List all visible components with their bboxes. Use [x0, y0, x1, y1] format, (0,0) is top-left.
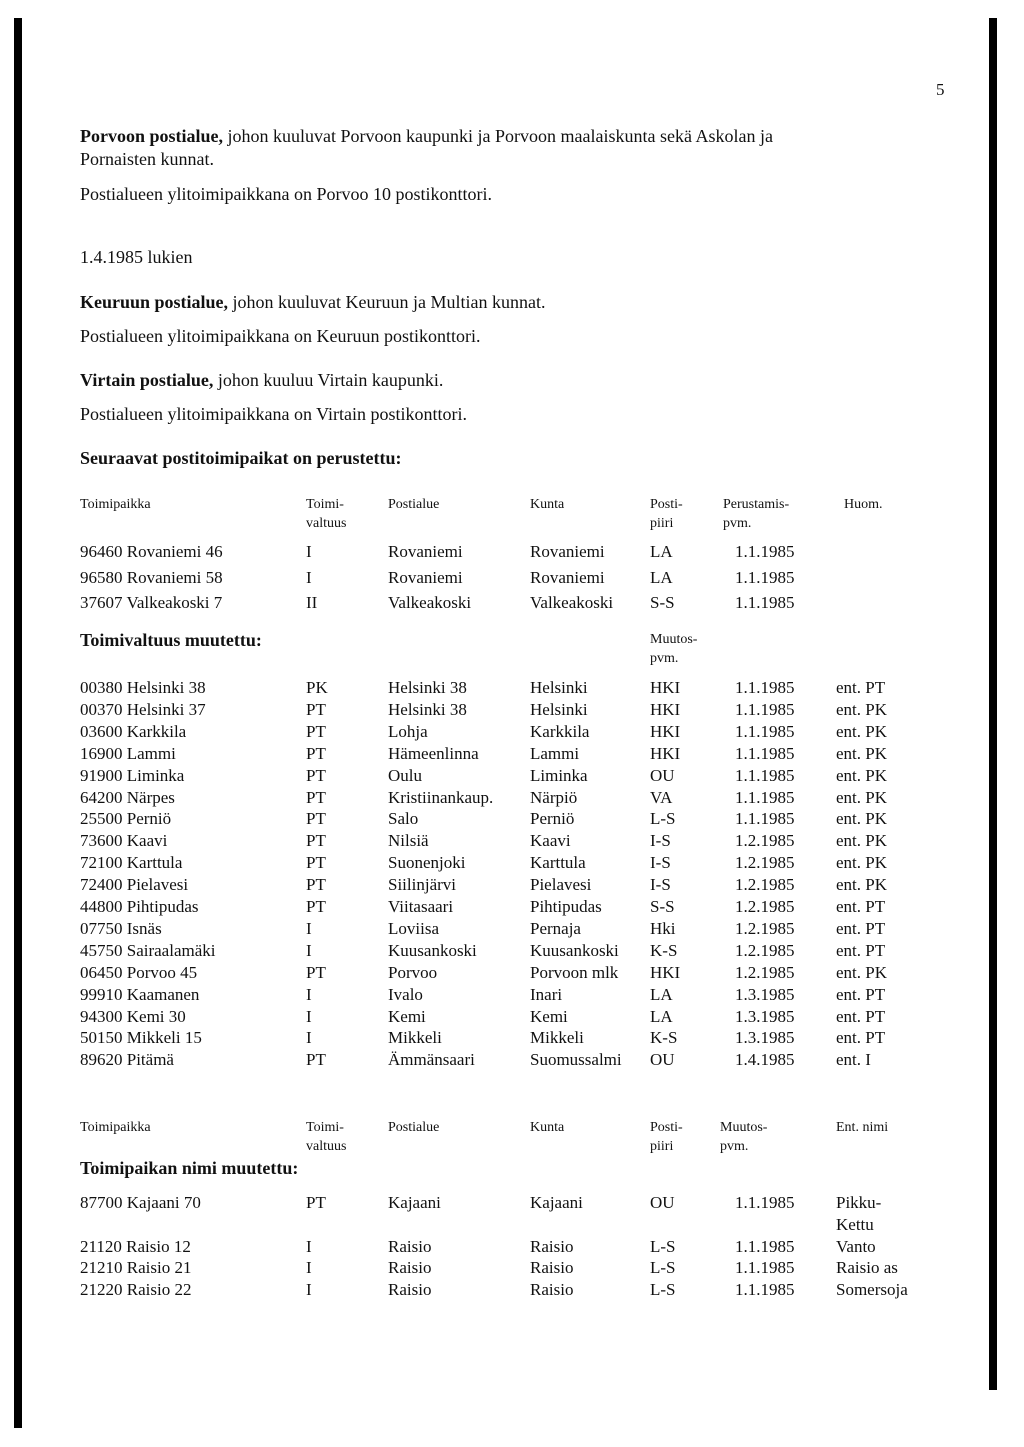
- header3-valtuus: valtuus: [306, 1139, 347, 1154]
- header-perustamis: Perustamis-: [723, 497, 790, 512]
- cell-postipiiri: L-S: [650, 1258, 676, 1278]
- cell-huom: Vanto: [836, 1236, 876, 1256]
- cell-kunta: Karkkila: [530, 721, 590, 741]
- cell-kunta: Rovaniemi: [530, 542, 605, 561]
- cell-postipiiri: OU: [650, 1193, 675, 1212]
- cell-huom: ent. PK: [836, 853, 887, 873]
- cell-kunta: Kuusankoski: [530, 940, 619, 960]
- table-row: [0, 1192, 1024, 1214]
- cell-postipiiri: LA: [650, 984, 673, 1004]
- table-row: [0, 896, 1024, 918]
- page-number: 5: [936, 80, 945, 99]
- cell-kunta: Pernaja: [530, 918, 581, 938]
- cell-postipiiri: VA: [650, 787, 673, 807]
- header3-toimipaikka: Toimipaikka: [80, 1120, 151, 1135]
- table-row: [0, 787, 1024, 809]
- cell-postipiiri: Hki: [650, 918, 676, 938]
- cell-toimivaltuus: PT: [306, 787, 326, 807]
- cell-postipiiri: K-S: [650, 1028, 678, 1048]
- cell-huom: ent. PK: [836, 699, 887, 719]
- cell-toimipaikka: 50150 Mikkeli 15: [80, 1028, 202, 1048]
- header-toimipaikka: Toimipaikka: [80, 497, 151, 512]
- cell-toimivaltuus: PT: [306, 699, 326, 719]
- cell-toimipaikka: 94300 Kemi 30: [80, 1006, 186, 1026]
- cell-postipiiri: LA: [650, 542, 673, 561]
- table-row: [0, 1279, 1024, 1301]
- cell-postipiiri: I-S: [650, 875, 671, 895]
- cell-toimivaltuus: I: [306, 940, 312, 960]
- porvoo-heading: Porvoon postialue,: [80, 126, 224, 146]
- cell-toimipaikka: 16900 Lammi: [80, 743, 176, 763]
- cell-kunta: Liminka: [530, 765, 588, 785]
- cell-postipiiri: I-S: [650, 831, 671, 851]
- cell-kunta: Närpiö: [530, 787, 578, 807]
- cell-toimivaltuus: PT: [306, 831, 326, 851]
- cell-postialue: Raisio: [388, 1236, 432, 1256]
- cell-toimivaltuus: PK: [306, 678, 328, 697]
- cell-kunta: Mikkeli: [530, 1028, 584, 1048]
- cell-postialue: Ämmänsaari: [388, 1050, 475, 1070]
- cell-postialue: Salo: [388, 809, 419, 829]
- header3-piiri: piiri: [650, 1139, 674, 1154]
- cell-pvm: 1.1.1985: [735, 1258, 795, 1278]
- cell-kunta: Suomussalmi: [530, 1050, 622, 1070]
- cell-postipiiri: HKI: [650, 721, 681, 741]
- cell-huom: ent. PK: [836, 809, 887, 829]
- cell-toimipaikka: 64200 Närpes: [80, 787, 175, 807]
- cell-postipiiri: S-S: [650, 593, 675, 612]
- cell-postialue: Helsinki 38: [388, 699, 467, 719]
- virrat-paragraph: [80, 368, 443, 392]
- cell-postialue: Helsinki 38: [388, 678, 467, 697]
- cell-toimipaikka: 07750 Isnäs: [80, 918, 162, 938]
- cell-pvm: 1.2.1985: [735, 875, 795, 895]
- cell-postialue: Suonenjoki: [388, 853, 466, 873]
- header-postialue: Postialue: [388, 497, 440, 512]
- porvoo-paragraph-line2: Pornaisten kunnat.: [80, 149, 214, 169]
- cell-pvm: 1.1.1985: [735, 567, 795, 587]
- table-row: [0, 541, 1024, 563]
- table-row: [0, 721, 1024, 743]
- cell-toimivaltuus: PT: [306, 1050, 326, 1070]
- name-changed-title: Toimipaikan nimi muutettu:: [80, 1158, 299, 1178]
- cell-kunta: Raisio: [530, 1236, 574, 1256]
- header-pvm: pvm.: [723, 516, 752, 531]
- cell-kunta: Kaavi: [530, 831, 571, 851]
- cell-huom: Pikku-: [836, 1193, 882, 1212]
- cell-postipiiri: K-S: [650, 940, 678, 960]
- cell-toimipaikka: 91900 Liminka: [80, 765, 185, 785]
- cell-pvm: 1.1.1985: [735, 765, 795, 785]
- cell-kunta: Helsinki: [530, 699, 588, 719]
- cell-kunta: Pielavesi: [530, 875, 592, 895]
- cell-toimipaikka: 72400 Pielavesi: [80, 875, 189, 895]
- porvoo-paragraph: [80, 124, 773, 148]
- cell-postialue: Kuusankoski: [388, 940, 477, 960]
- cell-postialue: Oulu: [388, 765, 422, 785]
- cell-toimipaikka: 96580 Rovaniemi 58: [80, 567, 223, 587]
- cell-huom: ent. I: [836, 1050, 871, 1070]
- cell-kunta: Perniö: [530, 809, 575, 829]
- cell-pvm: 1.2.1985: [735, 831, 795, 851]
- porvoo-office-line: Postialueen ylitoimipaikkana on Porvoo 10 postikonttori.: [80, 184, 492, 204]
- cell-pvm: 1.2.1985: [735, 918, 795, 938]
- cell-toimipaikka: 00380 Helsinki 38: [80, 678, 206, 697]
- cell-kunta: Kajaani: [530, 1193, 583, 1212]
- cell-postipiiri: HKI: [650, 743, 681, 763]
- cell-kunta: Pihtipudas: [530, 897, 602, 916]
- cell-postipiiri: L-S: [650, 1236, 676, 1256]
- authority-changed-title: Toimivaltuus muutettu:: [80, 630, 262, 650]
- cell-pvm: 1.2.1985: [735, 940, 795, 960]
- cell-pvm: 1.4.1985: [735, 1050, 795, 1070]
- cell-postipiiri: LA: [650, 567, 673, 587]
- keuruu-office-line: Postialueen ylitoimipaikkana on Keuruun postikonttori.: [80, 326, 481, 346]
- cell-pvm: 1.2.1985: [735, 897, 795, 916]
- table-row: [0, 852, 1024, 874]
- cell-toimivaltuus: I: [306, 1028, 312, 1048]
- cell-kunta: Kemi: [530, 1006, 568, 1026]
- cell-toimipaikka: 87700 Kajaani 70: [80, 1193, 201, 1212]
- table-row: [0, 1257, 1024, 1279]
- cell-kunta: Karttula: [530, 853, 586, 873]
- cell-postialue: Nilsiä: [388, 831, 429, 851]
- cell-toimipaikka: 45750 Sairaalamäki: [80, 940, 216, 960]
- cell-postialue: Kajaani: [388, 1193, 441, 1212]
- cell-pvm: 1.1.1985: [735, 1193, 795, 1212]
- cell-postialue: Siilinjärvi: [388, 875, 456, 895]
- table-row: [0, 808, 1024, 830]
- table-row: [0, 677, 1024, 699]
- cell-toimipaikka: 21210 Raisio 21: [80, 1258, 192, 1278]
- cell-huom: Somersoja: [836, 1280, 908, 1300]
- cell-postipiiri: LA: [650, 1006, 673, 1026]
- header3-ent-nimi: Ent. nimi: [836, 1120, 889, 1135]
- cell-toimivaltuus: PT: [306, 962, 326, 982]
- header3-kunta: Kunta: [530, 1120, 565, 1135]
- cell-postipiiri: HKI: [650, 962, 681, 982]
- cell-kunta: Raisio: [530, 1280, 574, 1300]
- cell-huom: ent. PT: [836, 1028, 886, 1048]
- cell-huom: ent. PT: [836, 1006, 886, 1026]
- cell-pvm: 1.3.1985: [735, 984, 795, 1004]
- cell-toimivaltuus: I: [306, 542, 312, 561]
- cell-toimivaltuus: I: [306, 918, 312, 938]
- table-row: [0, 567, 1024, 589]
- cell-postialue: Kristiinankaup.: [388, 787, 494, 807]
- header-muutos: Muutos-: [650, 632, 698, 647]
- cell-kunta: Lammi: [530, 743, 580, 763]
- cell-postialue: Viitasaari: [388, 897, 454, 916]
- cell-postipiiri: S-S: [650, 897, 675, 916]
- table-row: [0, 962, 1024, 984]
- cell-postialue: Hämeenlinna: [388, 743, 479, 763]
- cell-postipiiri: I-S: [650, 853, 671, 873]
- cell-pvm: 1.1.1985: [735, 743, 795, 763]
- header-kunta: Kunta: [530, 497, 565, 512]
- table-row: [0, 918, 1024, 940]
- cell-pvm: 1.2.1985: [735, 853, 795, 873]
- cell-pvm: 1.1.1985: [735, 593, 795, 612]
- cell-toimivaltuus: PT: [306, 897, 326, 916]
- keuruu-heading: Keuruun postialue,: [80, 292, 229, 312]
- cell-toimipaikka: 73600 Kaavi: [80, 831, 168, 851]
- cell-kunta: Valkeakoski: [530, 593, 614, 612]
- cell-toimivaltuus: PT: [306, 809, 326, 829]
- cell-toimivaltuus: PT: [306, 853, 326, 873]
- table-row: [0, 743, 1024, 765]
- header3-posti: Posti-: [650, 1120, 683, 1135]
- header-huom: Huom.: [844, 497, 883, 512]
- header3-pvm: pvm.: [720, 1139, 749, 1154]
- header3-postialue: Postialue: [388, 1120, 440, 1135]
- cell-toimivaltuus: I: [306, 1236, 312, 1256]
- cell-toimivaltuus: PT: [306, 721, 326, 741]
- cell-pvm: 1.1.1985: [735, 721, 795, 741]
- cell-huom: ent. PK: [836, 831, 887, 851]
- cell-huom: ent. PK: [836, 743, 887, 763]
- cell-toimipaikka: 00370 Helsinki 37: [80, 699, 206, 719]
- cell-toimipaikka: 96460 Rovaniemi 46: [80, 542, 223, 561]
- cell-toimivaltuus: PT: [306, 1193, 326, 1212]
- virrat-text: johon kuuluu Virtain kaupunki.: [213, 370, 444, 390]
- cell-postipiiri: L-S: [650, 1280, 676, 1300]
- table-row: [0, 984, 1024, 1006]
- cell-huom: ent. PK: [836, 721, 887, 741]
- cell-postialue: Valkeakoski: [388, 593, 472, 612]
- cell-kunta: Raisio: [530, 1258, 574, 1278]
- cell-toimipaikka: 89620 Pitämä: [80, 1050, 174, 1070]
- cell-postialue: Mikkeli: [388, 1028, 442, 1048]
- cell-toimivaltuus: I: [306, 1258, 312, 1278]
- cell-postialue: Kemi: [388, 1006, 426, 1026]
- keuruu-text: johon kuuluvat Keuruun ja Multian kunnat.: [228, 292, 546, 312]
- established-section-title: Seuraavat postitoimipaikat on perustettu:: [80, 448, 402, 468]
- cell-huom: ent. PT: [836, 918, 886, 938]
- header3-muutos: Muutos-: [720, 1120, 768, 1135]
- cell-pvm: 1.1.1985: [735, 809, 795, 829]
- cell-postipiiri: HKI: [650, 678, 681, 697]
- cell-kunta: Porvoon mlk: [530, 962, 619, 982]
- table-row: [0, 1214, 1024, 1236]
- cell-toimivaltuus: II: [306, 593, 318, 612]
- cell-postialue: Rovaniemi: [388, 542, 463, 561]
- cell-pvm: 1.1.1985: [735, 787, 795, 807]
- table-row: [0, 874, 1024, 896]
- keuruu-paragraph: [80, 290, 546, 314]
- cell-postialue: Porvoo: [388, 962, 438, 982]
- header-toimi: Toimi-: [306, 497, 344, 512]
- table-row: [0, 699, 1024, 721]
- cell-kunta: Helsinki: [530, 678, 588, 697]
- cell-toimipaikka: 21120 Raisio 12: [80, 1236, 191, 1256]
- cell-huom: ent. PK: [836, 787, 887, 807]
- cell-pvm: 1.1.1985: [735, 542, 795, 561]
- cell-huom: ent. PT: [836, 897, 886, 916]
- header-posti: Posti-: [650, 497, 683, 512]
- table-row: [0, 1236, 1024, 1258]
- cell-toimipaikka: 25500 Perniö: [80, 809, 172, 829]
- header-muutos-pvm: pvm.: [650, 651, 679, 666]
- cell-pvm: 1.2.1985: [735, 962, 795, 982]
- header-valtuus: valtuus: [306, 516, 347, 531]
- cell-huom: ent. PT: [836, 940, 886, 960]
- cell-toimivaltuus: I: [306, 984, 312, 1004]
- cell-toimivaltuus: PT: [306, 743, 326, 763]
- cell-pvm: 1.1.1985: [735, 1236, 795, 1256]
- cell-huom: ent. PK: [836, 765, 887, 785]
- effective-date-line: 1.4.1985 lukien: [80, 247, 193, 267]
- cell-huom: ent. PK: [836, 962, 887, 982]
- table-row: [0, 830, 1024, 852]
- cell-kunta: Rovaniemi: [530, 567, 605, 587]
- table-row: [0, 1006, 1024, 1028]
- cell-huom: ent. PK: [836, 875, 887, 895]
- table-row: [0, 1027, 1024, 1049]
- cell-huom: ent. PT: [836, 984, 886, 1004]
- cell-toimipaikka: 37607 Valkeakoski 7: [80, 593, 223, 612]
- cell-huom: Kettu: [836, 1214, 874, 1234]
- cell-huom: ent. PT: [836, 678, 886, 697]
- cell-postialue: Raisio: [388, 1258, 432, 1278]
- cell-postipiiri: HKI: [650, 699, 681, 719]
- cell-toimipaikka: 06450 Porvoo 45: [80, 962, 198, 982]
- table-row: [0, 940, 1024, 962]
- cell-postialue: Raisio: [388, 1280, 432, 1300]
- cell-pvm: 1.3.1985: [735, 1006, 795, 1026]
- virrat-office-line: Postialueen ylitoimipaikkana on Virtain postikonttori.: [80, 404, 468, 424]
- cell-pvm: 1.1.1985: [735, 678, 795, 697]
- table-row: [0, 592, 1024, 614]
- cell-kunta: Inari: [530, 984, 563, 1004]
- cell-postipiiri: OU: [650, 765, 675, 785]
- cell-toimivaltuus: I: [306, 1006, 312, 1026]
- cell-postialue: Ivalo: [388, 984, 423, 1004]
- cell-postialue: Rovaniemi: [388, 567, 463, 587]
- cell-pvm: 1.1.1985: [735, 1280, 795, 1300]
- table-row: [0, 1049, 1024, 1071]
- cell-toimipaikka: 44800 Pihtipudas: [80, 897, 199, 916]
- cell-toimipaikka: 03600 Karkkila: [80, 721, 187, 741]
- cell-pvm: 1.1.1985: [735, 699, 795, 719]
- cell-postipiiri: L-S: [650, 809, 676, 829]
- porvoo-text: johon kuuluvat Porvoon kaupunki ja Porvoon maalaiskunta sekä Askolan ja: [223, 126, 773, 146]
- header-piiri: piiri: [650, 516, 674, 531]
- table-row: [0, 765, 1024, 787]
- cell-postialue: Loviisa: [388, 918, 439, 938]
- cell-toimipaikka: 72100 Karttula: [80, 853, 183, 873]
- cell-pvm: 1.3.1985: [735, 1028, 795, 1048]
- cell-toimivaltuus: I: [306, 567, 312, 587]
- header3-toimi: Toimi-: [306, 1120, 344, 1135]
- cell-toimivaltuus: PT: [306, 765, 326, 785]
- cell-toimipaikka: 99910 Kaamanen: [80, 984, 200, 1004]
- cell-postipiiri: OU: [650, 1050, 675, 1070]
- cell-huom: Raisio as: [836, 1258, 898, 1278]
- cell-toimivaltuus: PT: [306, 875, 326, 895]
- virrat-heading: Virtain postialue,: [80, 370, 214, 390]
- cell-toimipaikka: 21220 Raisio 22: [80, 1280, 192, 1300]
- cell-postialue: Lohja: [388, 721, 428, 741]
- cell-toimivaltuus: I: [306, 1280, 312, 1300]
